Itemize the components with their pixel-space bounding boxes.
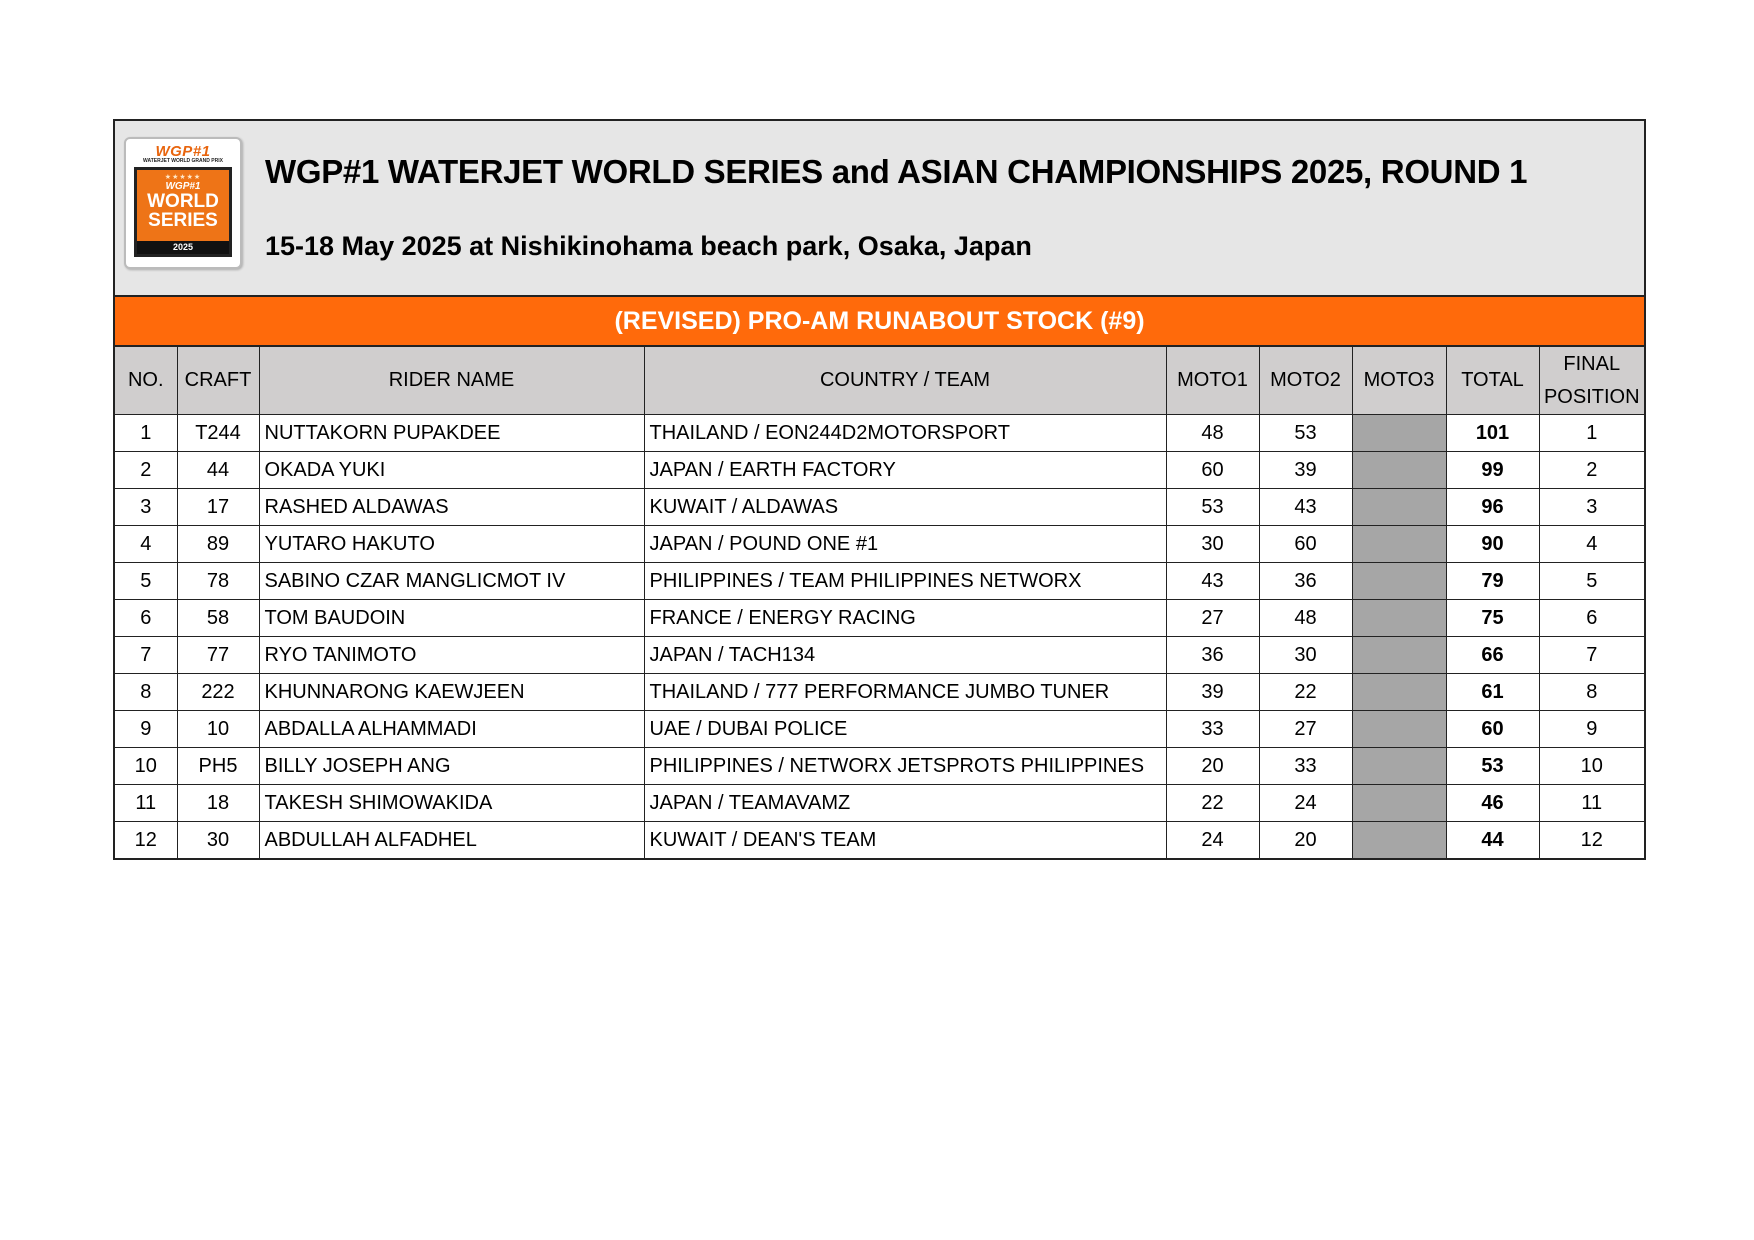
cell-no: 8: [115, 674, 177, 711]
col-header-moto3: MOTO3: [1352, 347, 1446, 415]
cell-moto3: [1352, 637, 1446, 674]
cell-moto1: 36: [1166, 637, 1259, 674]
cell-craft: 222: [177, 674, 259, 711]
cell-craft: 30: [177, 822, 259, 859]
cell-total: 46: [1446, 785, 1539, 822]
cell-no: 11: [115, 785, 177, 822]
cell-moto2: 43: [1259, 489, 1352, 526]
logo-year: 2025: [137, 241, 229, 254]
cell-moto3: [1352, 748, 1446, 785]
cell-no: 1: [115, 415, 177, 452]
cell-total: 44: [1446, 822, 1539, 859]
table-row: [115, 711, 1644, 748]
cell-moto3: [1352, 822, 1446, 859]
cell-moto2: 22: [1259, 674, 1352, 711]
cell-team: JAPAN / TACH134: [644, 637, 1166, 674]
cell-moto3: [1352, 415, 1446, 452]
cell-craft: 44: [177, 452, 259, 489]
cell-no: 12: [115, 822, 177, 859]
cell-total: 79: [1446, 563, 1539, 600]
cell-position: 12: [1539, 822, 1644, 859]
cell-total: 60: [1446, 711, 1539, 748]
cell-moto1: 48: [1166, 415, 1259, 452]
col-header-rider: RIDER NAME: [259, 347, 644, 415]
cell-moto1: 33: [1166, 711, 1259, 748]
cell-position: 5: [1539, 563, 1644, 600]
cell-rider: RYO TANIMOTO: [259, 637, 644, 674]
cell-rider: RASHED ALDAWAS: [259, 489, 644, 526]
cell-moto3: [1352, 711, 1446, 748]
table-row: [115, 674, 1644, 711]
cell-craft: 58: [177, 600, 259, 637]
cell-craft: PH5: [177, 748, 259, 785]
cell-moto2: 39: [1259, 452, 1352, 489]
table-row: [115, 822, 1644, 859]
category-banner: (REVISED) PRO-AM RUNABOUT STOCK (#9): [115, 297, 1644, 347]
cell-position: 3: [1539, 489, 1644, 526]
cell-team: THAILAND / 777 PERFORMANCE JUMBO TUNER: [644, 674, 1166, 711]
cell-total: 99: [1446, 452, 1539, 489]
table-header-row: [115, 347, 1644, 415]
col-header-moto2: MOTO2: [1259, 347, 1352, 415]
logo-word-1: WORLD: [147, 191, 219, 212]
cell-team: FRANCE / ENERGY RACING: [644, 600, 1166, 637]
cell-moto2: 48: [1259, 600, 1352, 637]
cell-moto3: [1352, 563, 1446, 600]
table-row: [115, 415, 1644, 452]
cell-moto1: 39: [1166, 674, 1259, 711]
cell-craft: 10: [177, 711, 259, 748]
table-row: [115, 748, 1644, 785]
cell-rider: TAKESH SHIMOWAKIDA: [259, 785, 644, 822]
cell-team: JAPAN / TEAMAVAMZ: [644, 785, 1166, 822]
cell-position: 6: [1539, 600, 1644, 637]
results-body: [115, 415, 1644, 859]
table-row: [115, 785, 1644, 822]
cell-moto1: 20: [1166, 748, 1259, 785]
cell-position: 11: [1539, 785, 1644, 822]
logo-stars: ★★★★★: [164, 174, 202, 181]
cell-moto2: 36: [1259, 563, 1352, 600]
cell-total: 101: [1446, 415, 1539, 452]
cell-moto3: [1352, 526, 1446, 563]
cell-team: THAILAND / EON244D2MOTORSPORT: [644, 415, 1166, 452]
cell-moto1: 24: [1166, 822, 1259, 859]
logo-wgp-text: WGP#1: [155, 143, 211, 160]
cell-team: PHILIPPINES / TEAM PHILIPPINES NETWORX: [644, 563, 1166, 600]
results-table: [115, 347, 1644, 858]
cell-moto3: [1352, 452, 1446, 489]
table-row: [115, 452, 1644, 489]
logo-word-2: SERIES: [148, 210, 218, 231]
cell-moto1: 27: [1166, 600, 1259, 637]
cell-position: 1: [1539, 415, 1644, 452]
cell-moto2: 33: [1259, 748, 1352, 785]
cell-moto2: 30: [1259, 637, 1352, 674]
cell-moto2: 53: [1259, 415, 1352, 452]
cell-moto1: 60: [1166, 452, 1259, 489]
logo-sub-text: WATERJET WORLD GRAND PRIX: [143, 158, 223, 164]
table-row: [115, 600, 1644, 637]
cell-moto1: 22: [1166, 785, 1259, 822]
col-header-moto1: MOTO1: [1166, 347, 1259, 415]
cell-moto1: 43: [1166, 563, 1259, 600]
cell-team: JAPAN / EARTH FACTORY: [644, 452, 1166, 489]
final-line-1: FINAL: [1563, 352, 1621, 375]
cell-total: 66: [1446, 637, 1539, 674]
cell-moto1: 30: [1166, 526, 1259, 563]
cell-rider: KHUNNARONG KAEWJEEN: [259, 674, 644, 711]
table-row: [115, 563, 1644, 600]
cell-rider: SABINO CZAR MANGLICMOT IV: [259, 563, 644, 600]
cell-total: 96: [1446, 489, 1539, 526]
results-sheet: [113, 119, 1646, 860]
cell-total: 61: [1446, 674, 1539, 711]
cell-no: 2: [115, 452, 177, 489]
cell-position: 10: [1539, 748, 1644, 785]
event-subtitle: 15-18 May 2025 at Nishikinohama beach park, Osaka, Japan: [265, 231, 1032, 261]
logo-badge: [134, 167, 232, 257]
cell-no: 10: [115, 748, 177, 785]
cell-position: 2: [1539, 452, 1644, 489]
cell-no: 4: [115, 526, 177, 563]
cell-team: KUWAIT / ALDAWAS: [644, 489, 1166, 526]
event-title: WGP#1 WATERJET WORLD SERIES and ASIAN CHAMPIONSHIPS 2025, ROUND 1: [265, 153, 1528, 190]
logo-top-mark: [132, 143, 234, 165]
cell-moto3: [1352, 674, 1446, 711]
cell-no: 9: [115, 711, 177, 748]
cell-moto2: 27: [1259, 711, 1352, 748]
wgp-world-series-logo: [124, 137, 242, 269]
cell-moto2: 60: [1259, 526, 1352, 563]
table-row: [115, 637, 1644, 674]
cell-no: 5: [115, 563, 177, 600]
cell-rider: BILLY JOSEPH ANG: [259, 748, 644, 785]
cell-team: PHILIPPINES / NETWORX JETSPROTS PHILIPPINES: [644, 748, 1166, 785]
cell-team: KUWAIT / DEAN'S TEAM: [644, 822, 1166, 859]
cell-moto1: 53: [1166, 489, 1259, 526]
cell-moto2: 20: [1259, 822, 1352, 859]
table-row: [115, 526, 1644, 563]
cell-moto3: [1352, 600, 1446, 637]
cell-craft: T244: [177, 415, 259, 452]
cell-craft: 18: [177, 785, 259, 822]
col-header-total: TOTAL: [1446, 347, 1539, 415]
logo-mini-text: WGP#1: [165, 181, 201, 192]
cell-rider: ABDALLA ALHAMMADI: [259, 711, 644, 748]
cell-team: JAPAN / POUND ONE #1: [644, 526, 1166, 563]
cell-rider: OKADA YUKI: [259, 452, 644, 489]
cell-position: 7: [1539, 637, 1644, 674]
header-banner: [115, 121, 1644, 297]
cell-total: 90: [1446, 526, 1539, 563]
cell-rider: TOM BAUDOIN: [259, 600, 644, 637]
cell-rider: ABDULLAH ALFADHEL: [259, 822, 644, 859]
cell-no: 6: [115, 600, 177, 637]
cell-craft: 77: [177, 637, 259, 674]
cell-moto3: [1352, 489, 1446, 526]
cell-position: 8: [1539, 674, 1644, 711]
col-header-no: NO.: [115, 347, 177, 415]
cell-moto2: 24: [1259, 785, 1352, 822]
cell-moto3: [1352, 785, 1446, 822]
cell-rider: YUTARO HAKUTO: [259, 526, 644, 563]
cell-total: 75: [1446, 600, 1539, 637]
cell-no: 7: [115, 637, 177, 674]
final-line-2: POSITION: [1543, 385, 1640, 408]
cell-total: 53: [1446, 748, 1539, 785]
col-header-team: COUNTRY / TEAM: [644, 347, 1166, 415]
cell-position: 9: [1539, 711, 1644, 748]
cell-position: 4: [1539, 526, 1644, 563]
cell-rider: NUTTAKORN PUPAKDEE: [259, 415, 644, 452]
cell-craft: 17: [177, 489, 259, 526]
cell-craft: 89: [177, 526, 259, 563]
col-header-craft: CRAFT: [177, 347, 259, 415]
col-header-final-position: [1539, 347, 1644, 415]
cell-craft: 78: [177, 563, 259, 600]
cell-team: UAE / DUBAI POLICE: [644, 711, 1166, 748]
cell-no: 3: [115, 489, 177, 526]
table-row: [115, 489, 1644, 526]
